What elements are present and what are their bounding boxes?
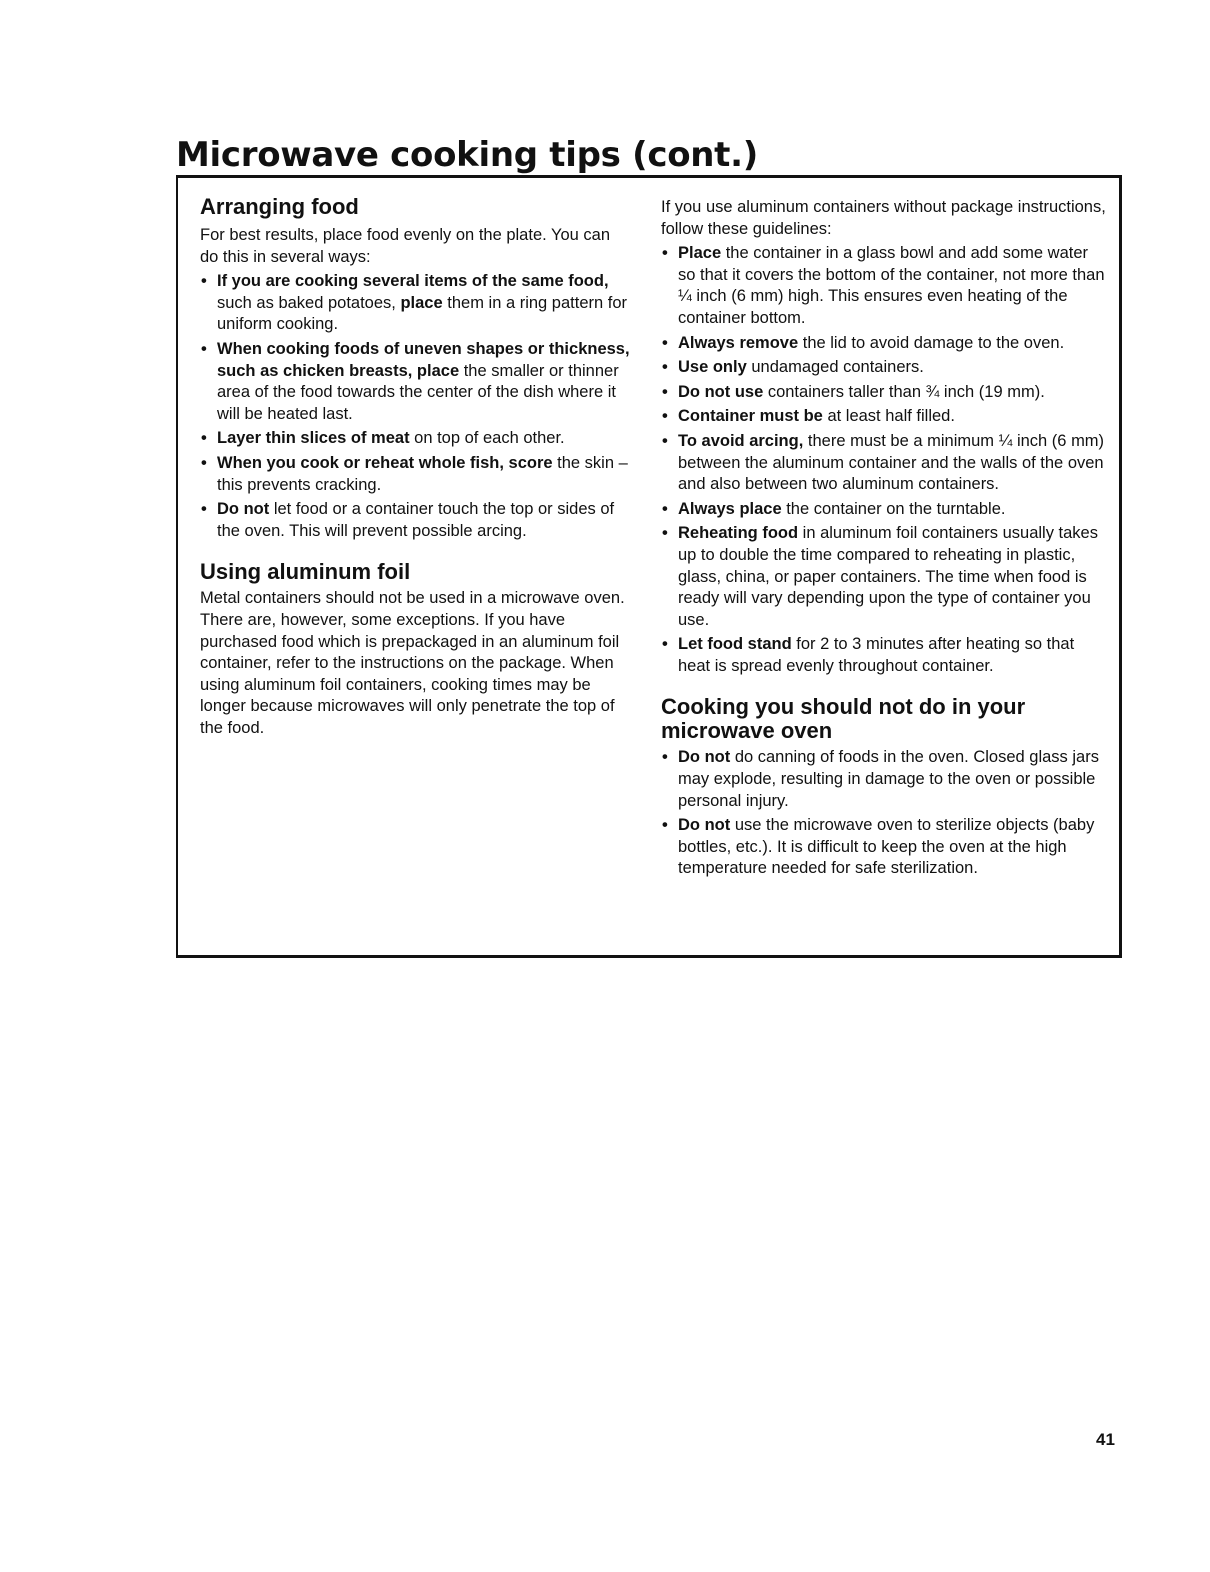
list-item xyxy=(661,382,1106,404)
bold-text: Place xyxy=(678,244,722,263)
bullet-icon: • xyxy=(662,524,668,543)
page-number: 41 xyxy=(1096,1430,1115,1449)
arranging-food-list xyxy=(200,271,630,542)
bold-text: Do not use xyxy=(678,382,764,401)
bold-text: Always remove xyxy=(678,333,799,352)
bold-text: Use only xyxy=(678,358,747,377)
bullet-icon: • xyxy=(201,453,207,472)
bold-text: If you are cooking several items of the same food, xyxy=(217,272,609,291)
text: use the microwave oven to sterilize objects (baby bottles, etc.). It is difficult to keep the oven at the high temperature needed for safe sterilization. xyxy=(678,816,1095,878)
list-item xyxy=(661,815,1106,880)
text: the smaller or thinner area of the food towards the center of the dish where it will be heated last. xyxy=(217,361,619,423)
bullet-icon: • xyxy=(662,499,668,518)
list-item xyxy=(661,431,1106,496)
list-item xyxy=(661,499,1106,521)
bullet-icon: • xyxy=(201,500,207,519)
bold-text: Container must be xyxy=(678,407,823,426)
text: on top of each other. xyxy=(409,429,565,448)
list-item xyxy=(661,634,1106,677)
section-heading-using-aluminum-foil: Using aluminum foil xyxy=(200,559,411,585)
bullet-icon: • xyxy=(662,635,668,654)
list-item xyxy=(661,406,1106,428)
bullet-icon: • xyxy=(662,816,668,835)
aluminum-containers-list xyxy=(661,243,1106,677)
list-item xyxy=(661,523,1106,631)
bold-text: Layer thin slices of meat xyxy=(217,429,410,448)
bold-text: place xyxy=(400,293,443,312)
list-item xyxy=(200,428,630,450)
bullet-icon: • xyxy=(662,244,668,263)
text: the lid to avoid damage to the oven. xyxy=(798,333,1065,352)
bold-text: Let food stand xyxy=(678,635,792,654)
text: do canning of foods in the oven. Closed glass jars may explode, resulting in damage to the oven or possible personal injury. xyxy=(678,748,1099,810)
text: for 2 to 3 minutes after heating so that heat is spread evenly throughout container. xyxy=(678,635,1075,675)
bullet-icon: • xyxy=(201,429,207,448)
list-item xyxy=(661,333,1106,355)
text: such as baked potatoes, xyxy=(217,293,401,312)
cooking-not-to-do-list xyxy=(661,747,1106,880)
left-column xyxy=(200,178,630,739)
bold-text: When cooking foods of uneven shapes or thickness, such as chicken breasts, place xyxy=(217,339,630,380)
list-item xyxy=(661,357,1106,379)
bullet-icon: • xyxy=(201,339,207,358)
text: at least half filled. xyxy=(822,407,955,426)
text: let food or a container touch the top or sides of the oven. This will prevent possible arcing. xyxy=(217,500,615,540)
list-item xyxy=(200,453,630,496)
bold-text: To avoid arcing, xyxy=(678,431,804,450)
text: undamaged containers. xyxy=(746,358,924,377)
content-frame xyxy=(176,175,1122,958)
text: the skin – this prevents cracking. xyxy=(217,453,628,494)
list-item xyxy=(661,747,1106,812)
page-title: Microwave cooking tips (cont.) xyxy=(176,135,758,175)
bold-text: When you cook or reheat whole fish, score xyxy=(217,453,553,472)
bullet-icon: • xyxy=(201,272,207,291)
bullet-icon: • xyxy=(662,333,668,352)
bold-text: Do not xyxy=(678,748,731,767)
list-item xyxy=(661,243,1106,329)
bullet-icon: • xyxy=(662,407,668,426)
aluminum-foil-body: Metal containers should not be used in a microwave oven. There are, however, some exceptions. If you have purchased food which is prepackaged in an aluminum foil container, refer to the instructions on the package. When using aluminum foil containers, cooking times may be longer because microwaves will only penetrate the top of the food. xyxy=(200,589,625,737)
list-item xyxy=(200,339,630,425)
text: them in a ring pattern for uniform cooking. xyxy=(217,293,628,334)
bullet-icon: • xyxy=(662,382,668,401)
text: in aluminum foil containers usually takes up to double the time compared to reheating in plastic, glass, china, or paper containers. The time when food is ready will vary depending upon the type of container you use. xyxy=(678,524,1098,629)
aluminum-containers-intro: If you use aluminum containers without package instructions, follow these guidelines: xyxy=(661,198,1106,238)
bold-text: Do not xyxy=(678,816,731,835)
bold-text: Do not xyxy=(217,500,270,519)
bullet-icon: • xyxy=(662,748,668,767)
text: the container on the turntable. xyxy=(781,499,1006,518)
section-heading-arranging-food: Arranging food xyxy=(200,194,359,219)
text: there must be a minimum ¼ inch (6 mm) between the aluminum container and the walls of the oven and also between two aluminum containers. xyxy=(678,431,1105,494)
bold-text: Always place xyxy=(678,499,782,518)
arranging-food-intro: For best results, place food evenly on the plate. You can do this in several ways: xyxy=(200,226,611,266)
text: the container in a glass bowl and add some water so that it covers the bottom of the container, not more than ¼ inch (6 mm) high. This ensures even heating of the container bottom. xyxy=(678,244,1105,327)
bullet-icon: • xyxy=(662,358,668,377)
list-item xyxy=(200,499,630,542)
text: containers taller than ¾ inch (19 mm). xyxy=(763,382,1045,401)
right-column xyxy=(661,178,1106,880)
list-item xyxy=(200,271,630,336)
section-heading-cooking-not-to-do: Cooking you should not do in your microwave oven xyxy=(661,694,1026,744)
bold-text: Reheating food xyxy=(678,524,799,543)
bullet-icon: • xyxy=(662,431,668,450)
